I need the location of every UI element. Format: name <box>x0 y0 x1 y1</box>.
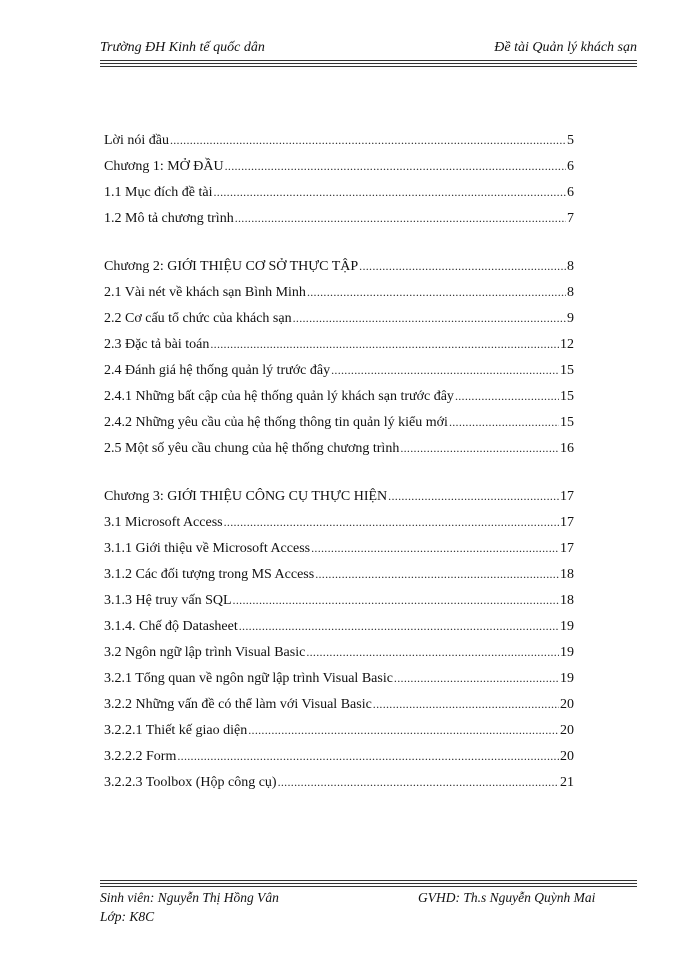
toc-entry-page: 20 <box>560 723 574 738</box>
toc-entry[interactable] <box>104 331 574 357</box>
toc-entry-page: 19 <box>560 671 574 686</box>
toc-entry[interactable] <box>104 665 574 691</box>
toc-entry-title: 2.4.2 Những yêu cầu của hệ thống thông tin quản lý kiểu mới <box>104 415 448 430</box>
toc-leader-dots <box>394 665 559 691</box>
toc-entry-page: 17 <box>560 541 574 556</box>
toc-entry-page: 21 <box>560 775 574 790</box>
toc-entry-title: 3.2.2.3 Toolbox (Hộp công cụ) <box>104 775 277 790</box>
toc-leader-dots <box>233 587 559 613</box>
toc-entry-title: 1.2 Mô tả chương trình <box>104 211 234 226</box>
toc-entry-page: 6 <box>567 185 574 200</box>
toc-entry[interactable] <box>104 691 574 717</box>
toc-entry-page: 19 <box>560 619 574 634</box>
toc-entry-title: Chương 3: GIỚI THIỆU CÔNG CỤ THỰC HIỆN <box>104 489 388 504</box>
toc-entry[interactable] <box>104 743 574 769</box>
toc-leader-dots <box>311 535 559 561</box>
toc-entry-page: 18 <box>560 593 574 608</box>
toc-leader-dots <box>239 613 559 639</box>
toc-entry-page: 5 <box>567 133 574 148</box>
toc-entry[interactable] <box>104 279 574 305</box>
toc-entry-title: 3.1.1 Giới thiệu về Microsoft Access <box>104 541 311 556</box>
toc-entry-title: 3.1 Microsoft Access <box>104 515 223 530</box>
toc-entry[interactable] <box>104 509 574 535</box>
page-header <box>100 40 637 60</box>
toc-leader-dots <box>388 483 559 509</box>
toc-entry[interactable] <box>104 409 574 435</box>
toc-entry[interactable] <box>104 383 574 409</box>
toc-entry[interactable] <box>104 205 574 231</box>
toc-leader-dots <box>455 383 559 409</box>
toc-group <box>104 127 574 231</box>
header-school: Trường ĐH Kinh tế quốc dân <box>100 40 265 55</box>
toc-entry-page: 15 <box>560 415 574 430</box>
toc-entry[interactable] <box>104 717 574 743</box>
toc-leader-dots <box>224 509 559 535</box>
toc-entry[interactable] <box>104 535 574 561</box>
toc-leader-dots <box>359 253 566 279</box>
footer-rule <box>100 880 637 887</box>
toc-leader-dots <box>177 743 559 769</box>
toc-entry[interactable] <box>104 435 574 461</box>
toc-leader-dots <box>235 205 566 231</box>
toc-entry[interactable] <box>104 561 574 587</box>
toc-leader-dots <box>293 305 566 331</box>
toc-entry-title: 2.4.1 Những bất cập của hệ thống quản lý khách sạn trước đây <box>104 389 454 404</box>
toc-leader-dots <box>170 127 566 153</box>
toc-entry-page: 18 <box>560 567 574 582</box>
toc-entry-title: Chương 2: GIỚI THIỆU CƠ SỞ THỰC TẬP <box>104 259 359 274</box>
footer-student: Sinh viên: Nguyễn Thị Hồng Vân <box>100 890 279 905</box>
toc-entry-page: 19 <box>560 645 574 660</box>
toc-entry-title: 2.5 Một số yêu cầu chung của hệ thống chương trình <box>104 441 400 456</box>
table-of-contents <box>104 127 574 795</box>
toc-entry-page: 20 <box>560 749 574 764</box>
toc-entry-page: 12 <box>560 337 574 352</box>
footer-advisor: GVHD: Th.s Nguyễn Quỳnh Mai <box>418 890 596 905</box>
toc-entry-page: 16 <box>560 441 574 456</box>
toc-entry-title: Chương 1: MỞ ĐẦU <box>104 159 224 174</box>
toc-entry-title: 2.2 Cơ cấu tổ chức của khách sạn <box>104 311 292 326</box>
toc-leader-dots <box>278 769 559 795</box>
toc-group <box>104 253 574 461</box>
toc-entry-page: 17 <box>560 515 574 530</box>
toc-entry-title: 2.4 Đánh giá hệ thống quản lý trước đây <box>104 363 331 378</box>
footer-class: Lớp: K8C <box>100 909 155 924</box>
toc-leader-dots <box>449 409 559 435</box>
header-topic: Đề tài Quản lý khách sạn <box>494 40 637 55</box>
toc-leader-dots <box>315 561 559 587</box>
toc-entry[interactable] <box>104 357 574 383</box>
toc-leader-dots <box>213 179 566 205</box>
toc-leader-dots <box>307 279 566 305</box>
toc-entry[interactable] <box>104 253 574 279</box>
header-rule <box>100 60 637 67</box>
toc-leader-dots <box>306 639 559 665</box>
toc-entry[interactable] <box>104 305 574 331</box>
toc-entry-title: 2.1 Vài nét về khách sạn Bình Minh <box>104 285 306 300</box>
toc-entry-page: 15 <box>560 389 574 404</box>
toc-leader-dots <box>225 153 566 179</box>
toc-entry[interactable] <box>104 769 574 795</box>
toc-entry-title: 3.2.2 Những vấn đề có thể làm với Visual Basic <box>104 697 372 712</box>
toc-entry-title: 3.2.1 Tổng quan về ngôn ngữ lập trình Visual Basic <box>104 671 393 686</box>
toc-entry-page: 7 <box>567 211 574 226</box>
toc-entry-title: 3.2.2.1 Thiết kế giao diện <box>104 723 248 738</box>
toc-entry[interactable] <box>104 587 574 613</box>
toc-leader-dots <box>210 331 559 357</box>
toc-entry-page: 9 <box>567 311 574 326</box>
toc-entry-title: 3.2 Ngôn ngữ lập trình Visual Basic <box>104 645 306 660</box>
toc-entry[interactable] <box>104 179 574 205</box>
toc-entry-page: 15 <box>560 363 574 378</box>
toc-entry[interactable] <box>104 613 574 639</box>
toc-entry-page: 20 <box>560 697 574 712</box>
toc-entry-page: 8 <box>567 285 574 300</box>
toc-entry-title: 1.1 Mục đích đề tài <box>104 185 213 200</box>
toc-entry-title: 3.1.3 Hệ truy vấn SQL <box>104 593 232 608</box>
toc-entry-title: 3.2.2.2 Form <box>104 749 177 764</box>
toc-leader-dots <box>373 691 559 717</box>
toc-leader-dots <box>400 435 559 461</box>
toc-entry-page: 6 <box>567 159 574 174</box>
toc-entry[interactable] <box>104 127 574 153</box>
toc-leader-dots <box>331 357 559 383</box>
toc-entry-title: Lời nói đầu <box>104 133 169 148</box>
toc-entry[interactable] <box>104 153 574 179</box>
toc-entry-page: 17 <box>560 489 574 504</box>
toc-entry-title: 2.3 Đặc tả bài toán <box>104 337 210 352</box>
toc-entry[interactable] <box>104 483 574 509</box>
toc-group <box>104 483 574 795</box>
toc-entry-title: 3.1.4. Chế độ Datasheet <box>104 619 238 634</box>
toc-leader-dots <box>248 717 559 743</box>
toc-entry[interactable] <box>104 639 574 665</box>
toc-entry-title: 3.1.2 Các đối tượng trong MS Access <box>104 567 315 582</box>
toc-entry-page: 8 <box>567 259 574 274</box>
